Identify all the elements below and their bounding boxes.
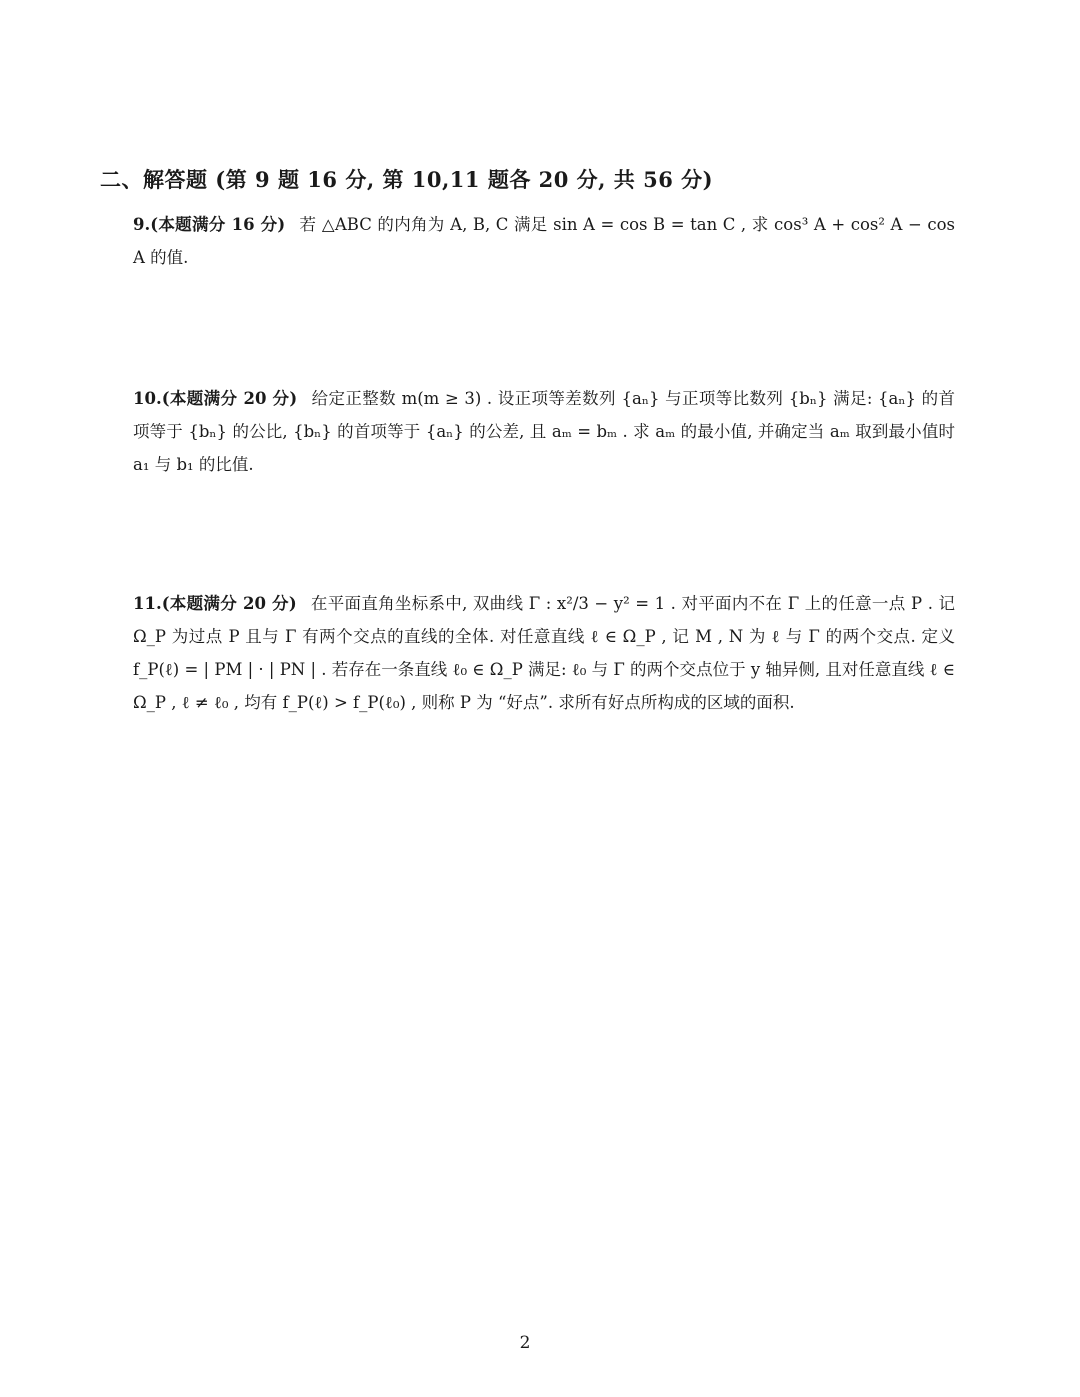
- problem-9: [133, 208, 955, 274]
- problem-9-label: 9.(本题满分 16 分): [133, 215, 286, 234]
- problem-11-text: 在平面直角坐标系中, 双曲线 Γ : x²/3 − y² = 1 . 对平面内不在 Γ 上的任意一点 P . 记 Ω_P 为过点 P 且与 Γ 有两个交点的直线的全体. 对任意直线 ℓ ∈ Ω_P , 记 M , N 为 ℓ 与 Γ 的两个交点. 定义 f_P(ℓ) = | PM | · | PN | . 若存在一条直线 ℓ₀ ∈ Ω_P 满足: ℓ₀ 与 Γ 的两个交点位于 y 轴异侧, 且对任意直线 ℓ ∈ Ω_P , ℓ ≠ ℓ₀ , 均有 f_P(ℓ) > f_P(ℓ₀) , 则称 P 为 “好点”. 求所有好点所构成的区域的面积.: [133, 594, 955, 712]
- problem-10-text: 给定正整数 m(m ≥ 3) . 设正项等差数列 {aₙ} 与正项等比数列 {bₙ} 满足: {aₙ} 的首项等于 {bₙ} 的公比, {bₙ} 的首项等于 {aₙ} 的公差, 且 aₘ = bₘ . 求 aₘ 的最小值, 并确定当 aₘ 取到最小值时 a₁ 与 b₁ 的比值.: [133, 389, 955, 474]
- problem-10: [133, 382, 955, 481]
- problem-11-label: 11.(本题满分 20 分): [133, 594, 297, 613]
- problem-10-label: 10.(本题满分 20 分): [133, 389, 298, 408]
- page-number: 2: [519, 1333, 531, 1353]
- section-heading: 二、解答题 (第 9 题 16 分, 第 10,11 题各 20 分, 共 56 分): [100, 167, 714, 192]
- problem-9-text: 若 △ABC 的内角为 A, B, C 满足 sin A = cos B = tan C , 求 cos³ A + cos² A − cos A 的值.: [133, 215, 955, 267]
- problem-11: [133, 587, 955, 719]
